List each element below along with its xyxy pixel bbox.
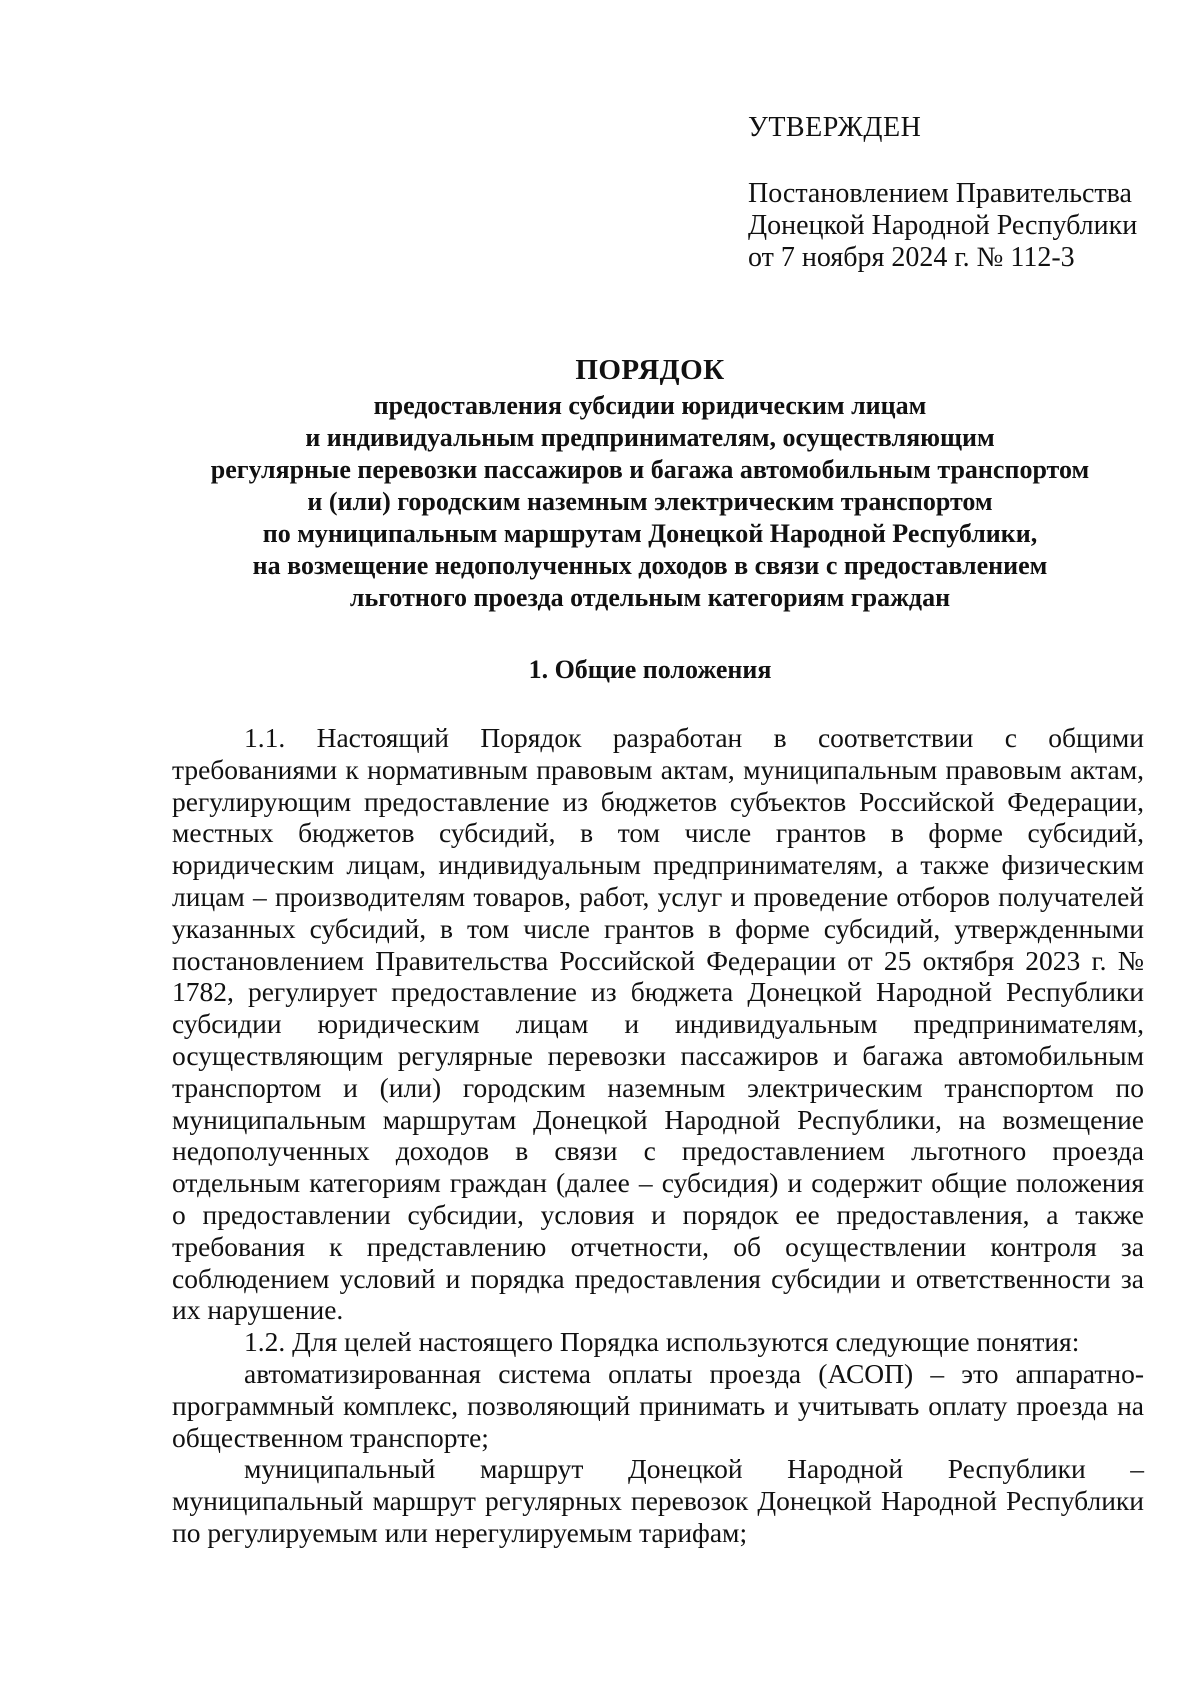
document-body [172,722,1144,1549]
approval-line: от 7 ноября 2024 г. № 112-3 [748,242,1075,273]
definition-asop: автоматизированная система оплаты проезда (АСОП) – это аппаратно-программный комплекс, позволяющий принимать и учитывать оплату проезда на общественном транспорте; [172,1357,1144,1453]
document-subtitle-line: предоставления субсидии юридическим лицам [373,391,927,420]
approval-line: Донецкой Народной Республики [748,210,1138,241]
document-title-block [160,352,1140,614]
approval-block [748,112,1168,274]
document-subtitle-line: регулярные перевозки пассажиров и багажа автомобильным транспортом [210,455,1090,484]
document-subtitle-line: льготного проезда отдельным категориям граждан [349,583,951,612]
document-subtitle-line: и (или) городским наземным электрическим транспортом [307,487,993,516]
paragraph-1-1: 1.1. Настоящий Порядок разработан в соответствии с общими требованиями к нормативным правовым актам, муниципальным правовым актам, регулирующим предоставление из бюджетов субъектов Российской Федерации, местных бюджетов субсидий, в том числе грантов в форме субсидий, юридическим лицам, индивидуальным предпринимателям, а также физическим лицам – производителям товаров, работ, услуг и проведение отборов получателей указанных субсидий, в том числе грантов в форме субсидий, утвержденными постановлением Правительства Российской Федерации от 25 октября 2023 г. № 1782, регулирует предоставление из бюджета Донецкой Народной Республики субсидии юридическим лицам и индивидуальным предпринимателям, осуществляющим регулярные перевозки пассажиров и багажа автомобильным транспортом и (или) городским наземным электрическим транспортом по муниципальным маршрутам Донецкой Народной Республики, на возмещение недополученных доходов в связи с предоставлением льготного проезда отдельным категориям граждан (далее – субсидия) и содержит общие положения о предоставлении субсидии, условия и порядок ее предоставления, а также требования к представлению отчетности, об осуществлении контроля за соблюдением условий и порядка предоставления субсидии и ответственности за их нарушение. [172,722,1144,1326]
document-subtitle-line: и индивидуальным предпринимателям, осуществляющим [305,423,995,452]
document-title: ПОРЯДОК [575,354,725,386]
paragraph-1-2: 1.2. Для целей настоящего Порядка используются следующие понятия: [244,1326,1080,1358]
document-subtitle-line: по муниципальным маршрутам Донецкой Народной Республики, [262,519,1038,548]
approval-line: Постановлением Правительства [748,178,1132,209]
document-subtitle-line: на возмещение недополученных доходов в связи с предоставлением [252,551,1048,580]
approval-stamp: УТВЕРЖДЕН [748,112,922,143]
definition-municipal-route: муниципальный маршрут Донецкой Народной Республики – муниципальный маршрут регулярных перевозок Донецкой Народной Республики по регулируемым или нерегулируемым тарифам; [172,1453,1144,1548]
section-heading: 1. Общие положения [528,655,772,684]
